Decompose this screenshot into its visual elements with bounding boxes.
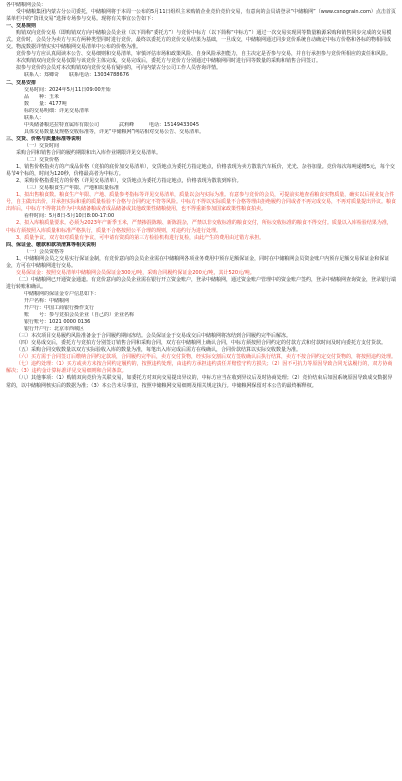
s4-f-red: （六）买方需于合同签订后缴纳合同约定款项，合同履约完毕后，卖方交付货物，经实际交割后双方签收确认后执行结算，卖方不按合同约定交付货物的，将按照违约处理。 bbox=[16, 354, 397, 361]
bank-branch: 银行开户行：北京市西城区 bbox=[24, 326, 85, 333]
s4-a1: 1、中储粮网会员之交易实行保证金制，有竞价意向的会员企业需在中储粮网各项业务费用中预存足额保证金，同时在中储粮网会员资金账户内预存足额交易保证金和保证金，方可在中储粮网进行交易。 bbox=[6, 255, 390, 269]
s3-sub-a-body: 采购合同和销售合同的履约期限和出入库作业期限详见交易清单。 bbox=[16, 149, 162, 156]
s4-h: （八）其他事项：（1）购销双向竞价为关联交易，如委托方对双向交易提出异议的，中标方应当在收到异议后及时协商处理；（2）竞价结束后如因系统原因导致成交数据异常的，以中储粮网核实后的数据为准；（3）本公告未尽事宜，按照中储粮网交易细则及相关规定执行。中储粮网保留对本公告的最终解释权。 bbox=[6, 375, 393, 389]
s1-paragraph-3: 本次购销双向竞价交易仅限与该竞价主体完成，交易完成后，委托方与竞价方分别通过中储粮网同时进行同等数量的采购和销售合同签订。 bbox=[16, 58, 322, 65]
trade-time: 交易时间：2024年5月11日09:00开始 bbox=[24, 86, 111, 93]
s3-b2: 2、采购价格指委托方的价格（详见交易清单），交货地点为委托方指定地点，价格表现为散装到库价。 bbox=[16, 178, 242, 185]
s3-b1: 1、销售价格指卖方的产成品价格（竞拍的底价加交易清单），交货地点为委托方指定地点，价格表现为卖方散装汽车板价，光光、杂谷加量。竞价每次每吨递增5元，每个交易节4个标的，时间为120秒，价格最高者为中标方。 bbox=[6, 164, 395, 178]
s1-paragraph-4: 拟参与竞价的会员对本次购销双向竞价交易有疑问的，可向内蒙古分公司工作人员咨询详情。 bbox=[16, 65, 222, 72]
s3-sub-b: （二）交货价格 bbox=[24, 157, 60, 164]
bank-account-holder: 账 号：参与竞拍会员企业（自己的）企业名称 bbox=[24, 312, 135, 319]
s4-e: （五）采购合同交收数量以双方实际验收入库的数量为准，每笔出入库完成后需方在线确认，合同价款结算以实际交收数量为准。 bbox=[16, 347, 302, 354]
section-3-title: 三、交货、价格与质量标准等说明 bbox=[6, 135, 82, 142]
bank-open: 开户行：中国工商银行操作支行 bbox=[24, 305, 95, 312]
s4-c: （三）本次项目交易履约风险准备金于合同履约期间冻结。会员保证金于交易成交后中储粮网将冻结到合同履约完毕后解冻。 bbox=[16, 333, 292, 340]
trade-detail: 标的交易明细：详见交易清单 bbox=[24, 107, 90, 114]
s1-paragraph-1: 购销双向竞价交易（即购销双方向中储粮会员企业（以下简称“委托方”）与竞价中标方（以下简称“中标方”）通过一次交易实现同等数量粮源采购和销售同步完成的交易模式。竞价时，会员分为卖方与买方两种类型同时进行竞价，最终以委托方的竞价交易结果为基础，一旦成交，中储粮网通过同步竞价系统自动确定中标方价格和各标的物相同成交。物流数据详情实实中储粮网交易清单中公布的价格为准。 bbox=[6, 30, 392, 51]
section-1-title: 一、交易规则 bbox=[6, 23, 37, 30]
bank-name: 开户名称：中储粮网 bbox=[24, 297, 70, 304]
s4-fee-red: 交易保证金：按照交易清单中储粮网会员保证金300元/吨，采购合同履约保证金200元/吨，其计520元/吨。 bbox=[16, 269, 255, 276]
org-contact-line: 中央储备粮达拉特直属库有限公司 武莉峰 电话：15149433045 bbox=[24, 121, 199, 128]
greeting: 各中储粮网会员： bbox=[6, 2, 47, 8]
contact-line-1: 联系人：郑卿奇 联系电话：13034788676 bbox=[24, 72, 129, 79]
trade-quantity: 数 量：4177吨 bbox=[24, 100, 67, 107]
s4-b: （二）中储粮网已开通资金通道。有竞价意向的会员企业需在银行开立资金账户，登录中储粮网，通过资金账户管理中的资金账户签约，登录中储粮网查询资金，登录银行端进行转账和确认。 bbox=[6, 276, 397, 290]
contact-line-2: 联系人： bbox=[24, 114, 45, 121]
s4-sub-a: （一）会员资格等 bbox=[24, 248, 65, 255]
s4-d: （四）交易成交后，委托方与竞拍方分别签订销售合同和采购合同，双方在中储粮网上确认合同，中标方须按照合同约定的付款方式和付款时间及时向委托方支付货款。 bbox=[16, 340, 387, 347]
s3-c1-red: 1、拟出售粮食数。粮食生产年限、产地、质量参考指标等详见交易清单，质量以会内实际为准。有意参与竞价的会员，可提前实地查看粮食实物质量，确实以后视业复合件号，自主做出出价，并承担实际和重的质量检验不合格与合同约定不符等风险。中标方不得以实际质量不合格等理由拒绝履约合同或者不再完成交易，不再对质量提出异议。粮食出库后，中标方不得将其作为中央储备粮或者成品储备或其他政策性储粮使用，也不得重新参加国家政策性粮食拍卖。 bbox=[6, 192, 397, 213]
s4-g-red: （七）违约处理：（1）买方或卖方未按合同约定履约的，按照违约处理，由违约方承担违约责任并赔偿守约方损失；（2）因不可抗力等原因导致合同无法履行的，双方协商解决；（3）违约金计算标准详见交易细则和合同条款。 bbox=[6, 361, 393, 375]
section-4-title: 四、保证金、缴款和款项清算等相关说明 bbox=[6, 241, 97, 248]
s3-c3-red: 3、质量争议。双方如对质量有争议，可申请有资质的第三方检验机构进行复检，由此产生的费用由过错方承担。 bbox=[16, 234, 265, 241]
s3-sub-c: （三）交易粮食生产年限、产地和质量标准 bbox=[24, 185, 120, 192]
section-2-title: 二、交易安排 bbox=[6, 79, 37, 86]
bank-heading: 中储粮网的保证金专户信息如下： bbox=[24, 290, 100, 297]
s1-paragraph-2: 竞价参与方应认真阅读本公告、交易细则和交易清单，审慎评估市场和政策风险、自身风险承担能力，自主决定是否参与交易，并自行承担参与竞价所相应的责任和风险。 bbox=[16, 51, 392, 58]
bank-number: 银行账号：1021 0000 0136 bbox=[24, 319, 91, 326]
s3-sub-a: （一）交货时间 bbox=[24, 142, 60, 149]
sample-time: 看样时间：5月8日-5月10日8:00-17:00 bbox=[24, 213, 115, 220]
spec-line: 具体交易数量及规格交收标准等，详见“中储粮网”网站相对交易公告、交易清单。 bbox=[24, 128, 205, 135]
trade-variety: 品 种：玉米 bbox=[24, 93, 60, 100]
intro-paragraph: 受中储粮集团内蒙古分公司委托，中储粮网将于本周一公布的5月11日组织主米购销企业竞价竞价交易，有意向的会员请登录“中储粮网”（www.csnograin.com）点击首页菜单栏中的“资讯交易”选择专场参与交易。现将有关事宜公告如下： bbox=[6, 9, 396, 23]
s3-c2-red: 2、拟入库粮质量要求。必须为2023年产新季玉米，严禁掺混陈粮、新陈混杂，严禁以非交收标准的粮食交付，所标交收标准的粮食不得交付。质量以入库检验结果为准，中标方须按照入库质量和标准严格执行，质量不合格按照公平合理的规则，对违约行为进行处理。 bbox=[6, 220, 392, 234]
